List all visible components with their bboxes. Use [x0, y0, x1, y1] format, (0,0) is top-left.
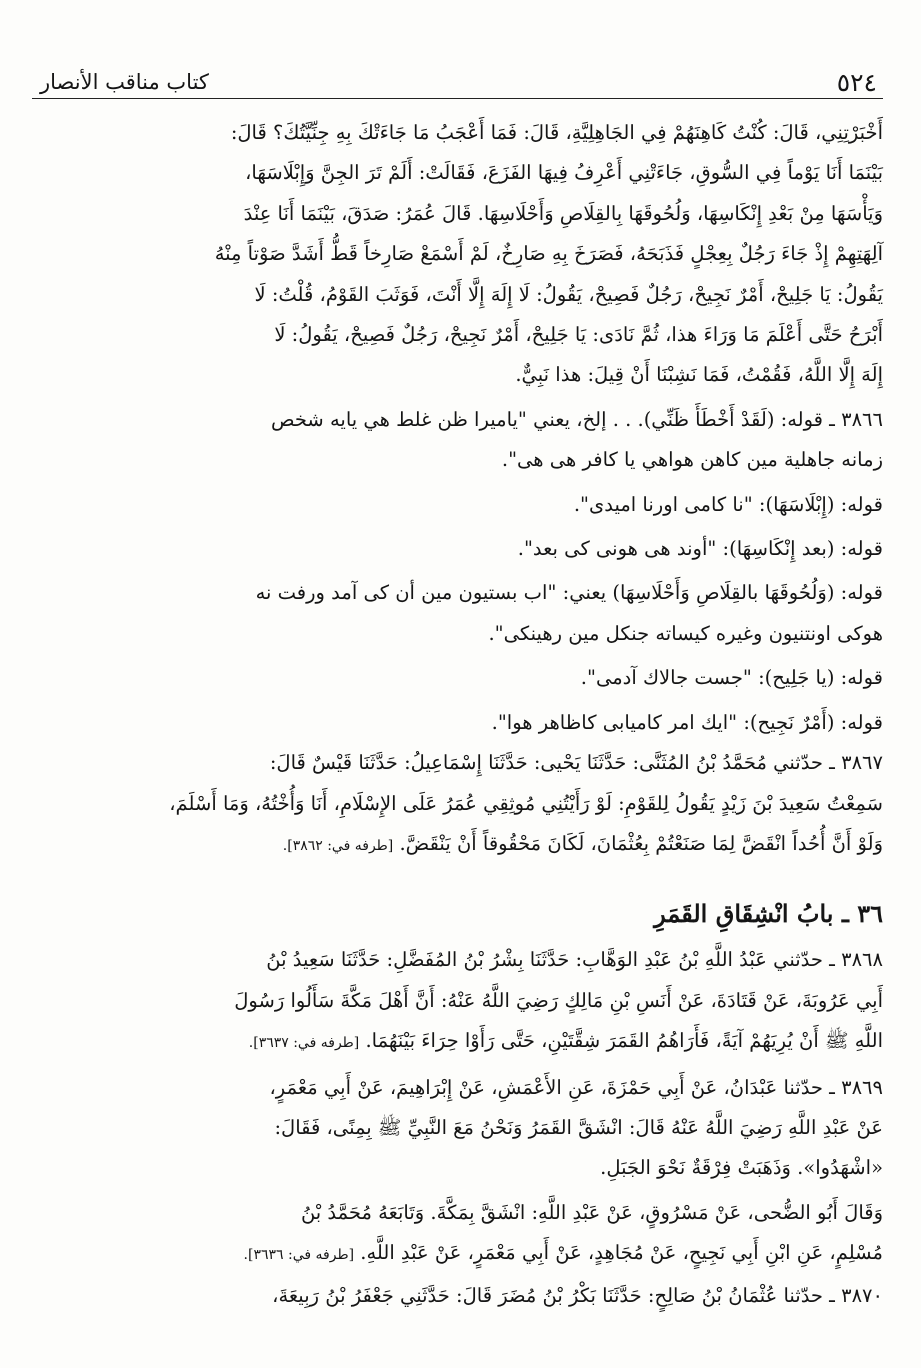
book-title: كتاب مناقب الأنصار: [40, 70, 209, 94]
text-line: أَبْرَحُ حَتَّى أَعْلَمَ مَا وَرَاءَ هذا، ثُمَّ نَادَى: يَا جَلِيحْ، أَمْرٌ نَجِيحْ، رَجُلٌ فَصِيحْ، يَقُولُ: لَا: [274, 323, 883, 347]
page-body: [32, 99, 883, 1316]
text-line: هوكى اونتنيون وغيره كيساته جنكل مين رهينكى".: [488, 621, 883, 645]
text-line: إِلَهَ إِلَّا اللَّهُ، فَقُمْتُ، فَمَا نَشِبْنَا أَنْ قِيلَ: هذا نَبِيٌّ.: [515, 363, 883, 387]
text-line: أَبِي عَرُوبَةَ، عَنْ قَتَادَةَ، عَنْ أَنَسِ بْنِ مَالِكٍ رَضِيَ اللَّهُ عَنْهُ: أَنَّ أَهْلَ مَكَّةَ سَأَلُوا رَسُولَ: [234, 988, 883, 1012]
cross-reference: [طرفه في: ٣٦٣٧].: [248, 1035, 360, 1052]
text-line: قوله: (وَلُحُوقَهَا بالقِلَاصِ وَأَحْلَاسِهَا) يعني: "اب بستيون مين أن كى آمد ورفت نه: [255, 581, 883, 605]
text-line: قوله: (يا جَلِيح): "جست جالاك آدمى".: [580, 666, 883, 690]
text-span: اللَّهِ ﷺ أَنْ يُرِيَهُمْ آيَةً، فَأَرَاهُمُ القَمَرَ شِقَّتَيْنِ، حَتَّى رَأَوْا حِرَاءَ بَيْنَهُمَا.: [365, 1029, 883, 1053]
text-line: ٣٨٦٨ ـ حدّثني عَبْدُ اللَّهِ بْنُ عَبْدِ الوَهَّابِ: حَدَّثَنَا بِشْرُ بْنُ المُفَضَّلِ: حَدَّثَنَا سَعِيدُ بْنُ: [266, 948, 883, 972]
text-line: قوله: (إِبْلَاسَهَا): "نا كامى اورنا اميدى".: [573, 492, 883, 516]
text-line: يَقُولُ: يَا جَلِيحْ، أَمْرٌ نَجِيحْ، رَجُلٌ فَصِيحْ، يَقُولُ: لَا إِلَهَ إِلَّا أَنْتَ، فَوَثَبَ القَوْمُ، قُلْتُ: لَا: [254, 282, 883, 306]
text-line: قوله: (أَمْرٌ نَجِيح): "ايك امر كامیابى كاظاهر هوا".: [491, 710, 883, 734]
chapter-heading: ٣٦ ـ بابُ انْشِقَاقِ القَمَرِ: [654, 899, 883, 929]
hadith-3870: [32, 1276, 883, 1316]
text-line: [32, 1233, 883, 1275]
text-span: مُسْلِمٍ، عَنِ ابْنِ أَبِي نَجِيحٍ، عَنْ مُجَاهِدٍ، عَنْ أَبِي مَعْمَرٍ، عَنْ عَبْدِ اللَّهِ.: [360, 1241, 883, 1265]
page-header: [32, 50, 883, 99]
text-span: وَلَوْ أَنَّ أُحُداً انْقَضَّ لِمَا صَنَعْتُمْ بِعُثْمَانَ، لَكَانَ مَحْقُوقاً أَنْ يَنْقَضَّ.: [399, 831, 883, 855]
text-line: ٣٨٦٧ ـ حدّثني مُحَمَّدُ بْنُ المُثَنَّى: حَدَّثَنَا يَحْيى: حَدَّثَنَا إِسْمَاعِيلُ: حَدَّثَنَا قَيْسٌ قَالَ:: [269, 751, 883, 775]
hadith-3865-continuation: [32, 113, 883, 396]
text-line: وَيَأْسَهَا مِنْ بَعْدِ إِنْكَاسِهَا، وَلُحُوقَهَا بِالقِلَاصِ وَأَحْلَاسِهَا. قَالَ عُمَرُ: صَدَقَ، بَيْنَمَا أَنَا عِنْدَ: [243, 201, 883, 225]
text-line: وَقَالَ أَبُو الضُّحى، عَنْ مَسْرُوقٍ، عَنْ عَبْدِ اللَّهِ: انْشَقَّ بِمَكَّةَ. وَتَابَعَهُ مُحَمَّدُ بْنُ: [300, 1200, 883, 1224]
page-number: ٥٢٤: [836, 68, 877, 97]
text-line: أَخْبَرْتِنِي، قَالَ: كُنْتُ كَاهِنَهُمْ فِي الجَاهِلِيَّةِ، قَالَ: فَمَا أَعْجَبُ مَا جَاءَتْكَ بِهِ جِنِّيَّتُكَ؟ قَالَ:: [230, 121, 883, 144]
text-line: عَنْ عَبْدِ اللَّهِ رَضِيَ اللَّهُ عَنْهُ قَالَ: انْشَقَّ القَمَرُ وَنَحْنُ مَعَ النَّبِيِّ ﷺ بِمِنًى، فَقَالَ:: [274, 1115, 883, 1139]
hadith-3867: [32, 743, 883, 866]
text-line: بَيْنَمَا أَنَا يَوْماً فِي السُّوقِ، جَاءَتْنِي أَعْرِفُ فِيهَا الفَزَعَ، فَقَالَتْ: أَلَمْ تَرَ الجِنَّ وَإِبْلَاسَهَا،: [245, 161, 883, 185]
commentary-3866: [32, 400, 883, 743]
text-line: ٣٨٧٠ ـ حدّثنا عُثْمَانُ بْنُ صَالِحٍ: حَدَّثَنَا بَكْرُ بْنُ مُضَرَ قَالَ: حَدَّثَنِي جَعْفَرُ بْنُ رَبِيعَةَ،: [272, 1283, 883, 1307]
text-line: [32, 1021, 883, 1063]
text-line: قوله: (بعد إِنْكَاسِهَا): "أوند هى هونى كى بعد".: [517, 537, 883, 561]
hadith-3868: [32, 940, 883, 1063]
text-line: ٣٨٦٦ ـ قوله: (لَقَدْ أَخْطَأَ ظَنِّي). . . إلخ، يعني "ياميرا ظن غلط هي يايه شخص: [270, 407, 883, 431]
text-line: زمانه جاهلية مين كاهن هواهي يا كافر هى هى".: [501, 448, 883, 472]
text-line: آلِهَتِهِمْ إِذْ جَاءَ رَجُلٌ بِعِجْلٍ فَذَبَحَهُ، فَصَرَخَ بِهِ صَارِخٌ، لَمْ أَسْمَعْ صَارِخاً قَطُّ أَشَدَّ صَوْتاً مِنْهُ: [214, 242, 883, 266]
text-line: [32, 824, 883, 866]
text-line: ٣٨٦٩ ـ حدّثنا عَبْدَانُ، عَنْ أَبِي حَمْزَةَ، عَنِ الأَعْمَشِ، عَنْ إِبْرَاهِيمَ، عَنْ أَبِي مَعْمَرٍ،: [269, 1075, 883, 1099]
text-line: «اشْهَدُوا». وَذَهَبَتْ فِرْقَةٌ نَحْوَ الجَبَلِ.: [600, 1156, 883, 1180]
cross-reference: [طرفه في: ٣٨٦٢].: [282, 837, 394, 854]
hadith-3869: [32, 1068, 883, 1189]
cross-reference: [طرفه في: ٣٦٣٦].: [243, 1247, 355, 1264]
hadith-3869-mutaba: [32, 1193, 883, 1276]
text-line: سَمِعْتُ سَعِيدَ بْنَ زَيْدٍ يَقُولُ لِلقَوْمِ: لَوْ رَأَيْتُنِي مُوثِقِي عُمَرُ عَلَى الإِسْلَامِ، أَنَا وَأُخْتُهُ، وَمَا أَسْلَمَ،: [169, 791, 883, 815]
